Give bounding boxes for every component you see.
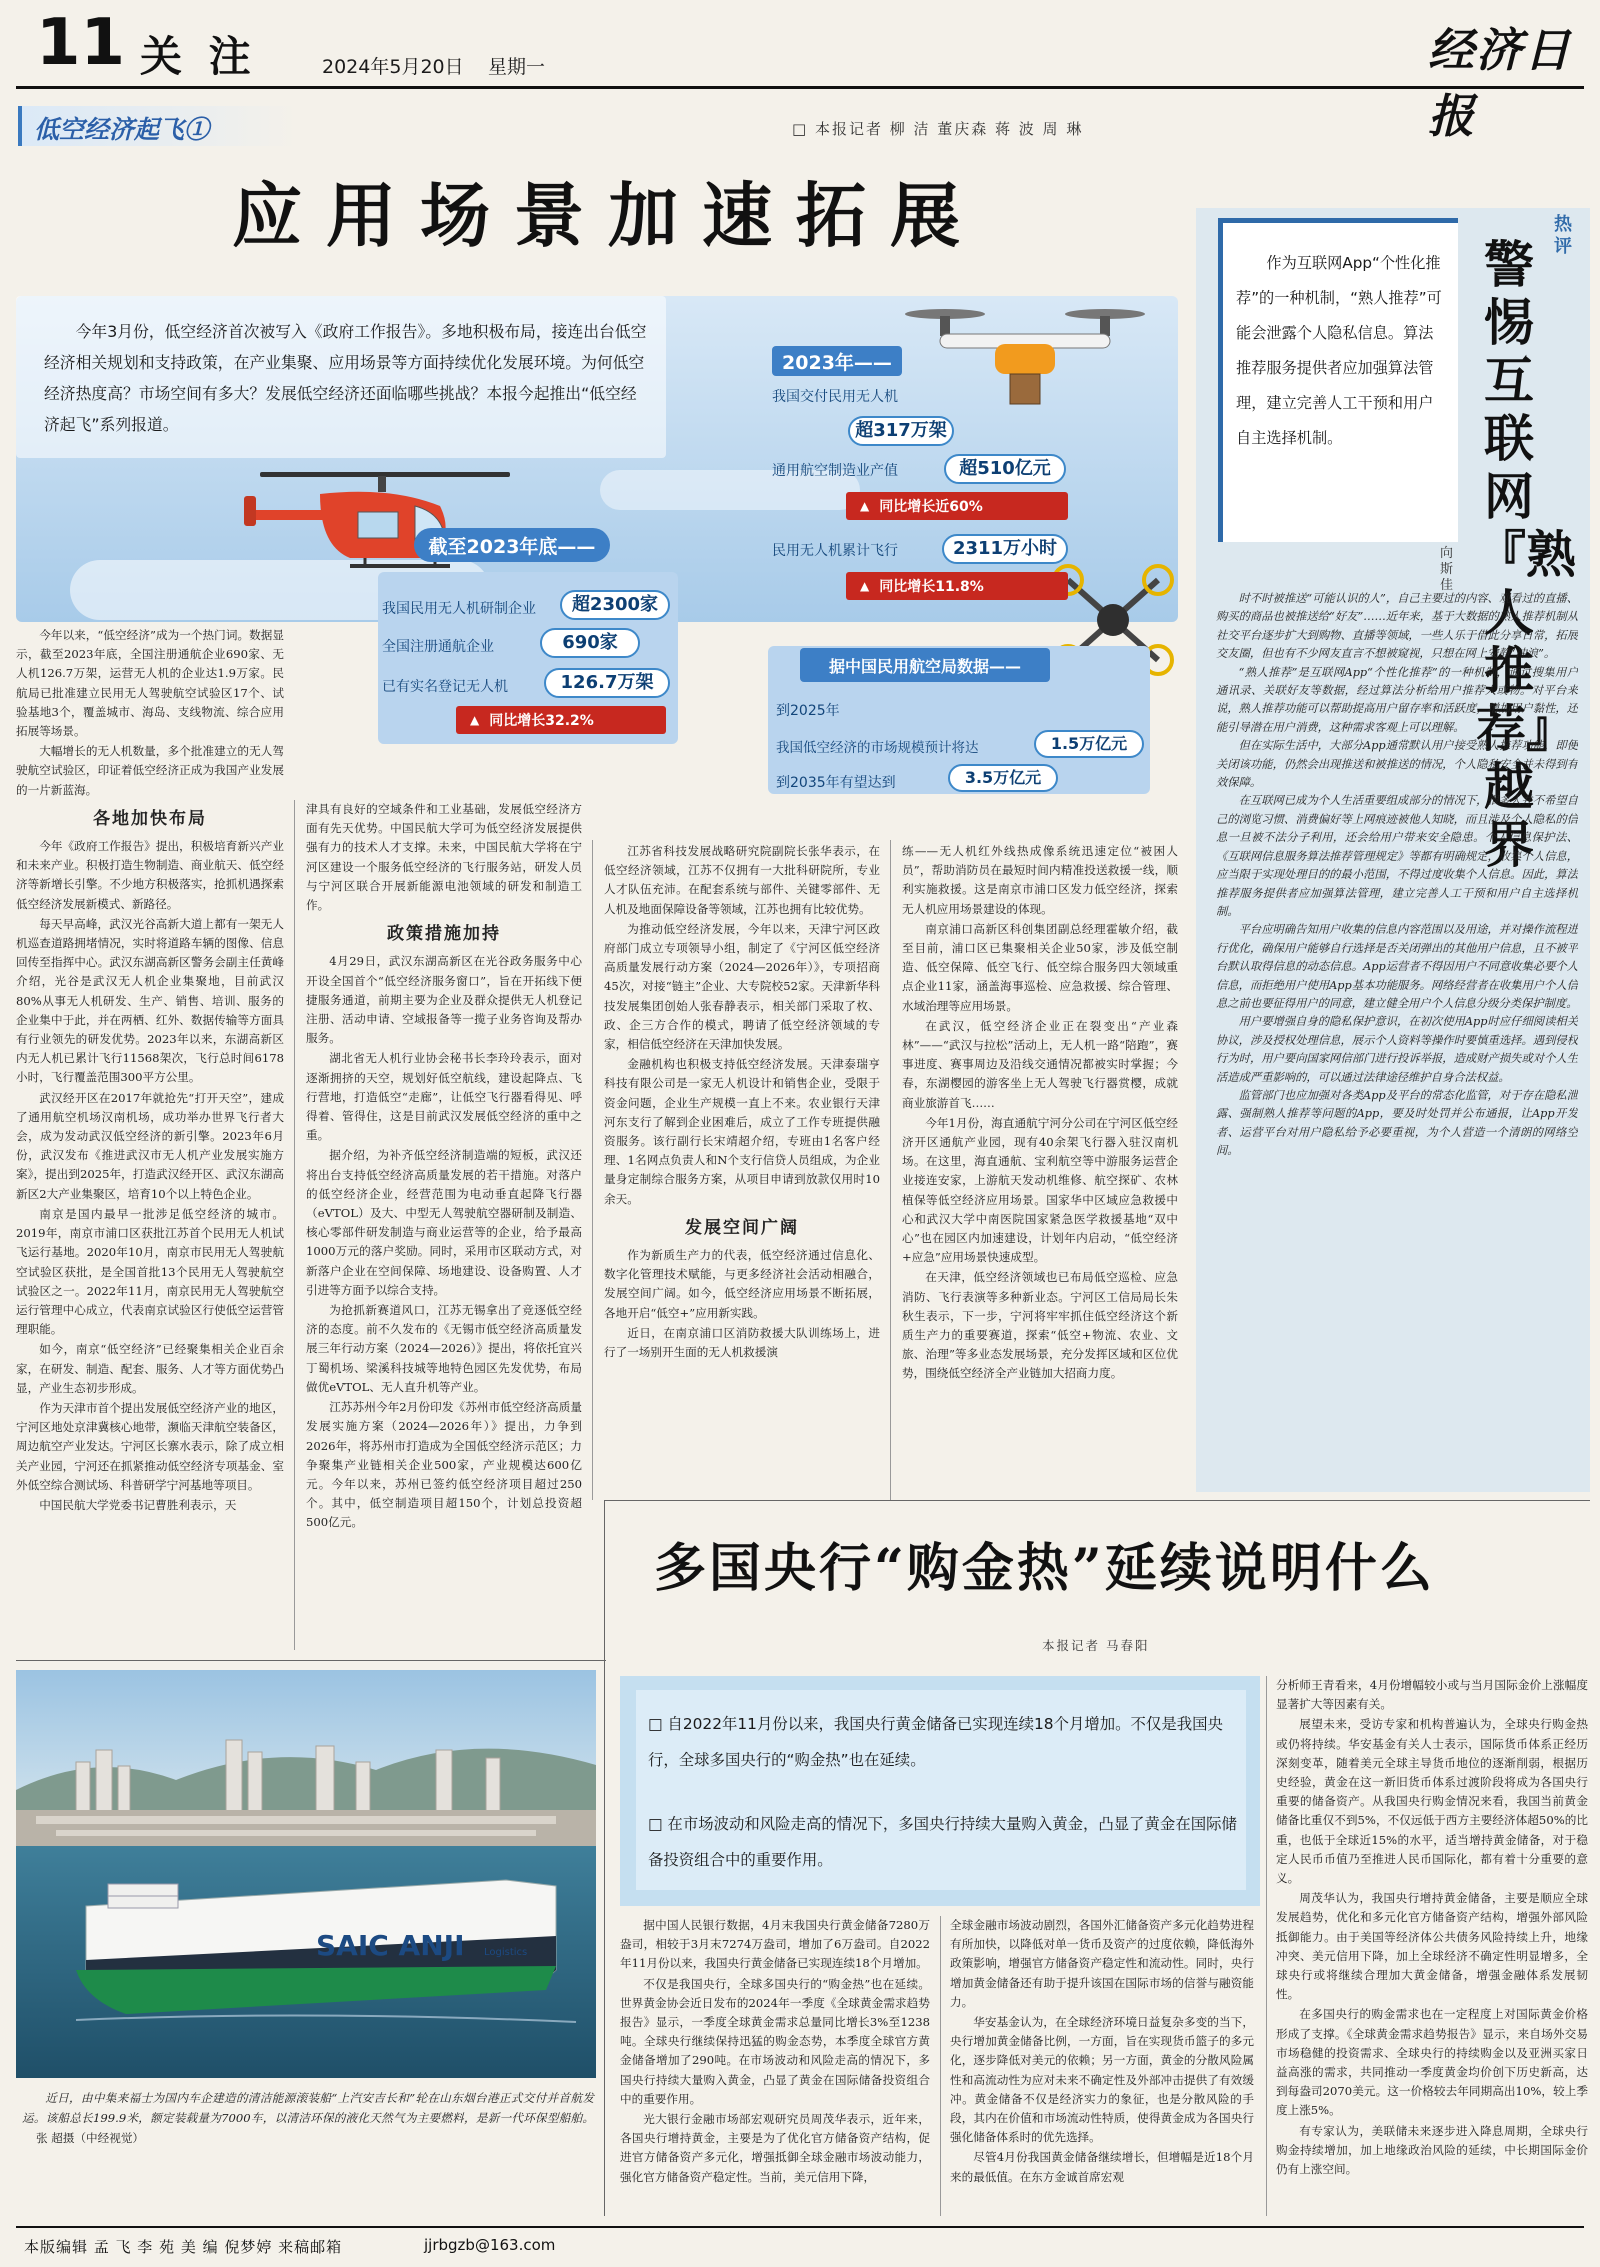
gold-column-3 (1276, 1676, 1588, 2216)
paragraph: 今年以来，“低空经济”成为一个热门词。数据显示，截至2023年底，全国注册通航企业690家、无人机126.7万架，运营无人机的企业达1.9万家。民航局已批准建立民用无人驾驶航空试验区17个、试验基地3个，覆盖城市、海岛、支线物流、综合应用拓展等场景。 (16, 628, 284, 739)
article-column-2 (306, 800, 582, 1650)
column-divider (1266, 1676, 1267, 2216)
paragraph: 江苏省科技发展战略研究院副院长张华表示，在低空经济领域，江苏不仅拥有一大批科研院所，专业人才队伍充沛。在配套系统与部件、关键零部件、无人机及地面保障设备等领域，江苏也拥有比较优势。 (604, 844, 880, 916)
paragraph: 湖北省无人机行业协会秘书长李玲玲表示，面对逐渐拥挤的天空，规划好低空航线，建设起降点、飞行营地，打造低空“走廊”，让低空飞行器看得见、呼得着、管得住，这是目前武汉发展低空经济的重中之重。 (306, 1051, 582, 1143)
commentary-summary: 作为互联网App“个性化推荐”的一种机制，“熟人推荐”可能会泄露个人隐私信息。算法推荐服务提供者应加强算法管理，建立完善人工干预和用户自主选择机制。 (1236, 254, 1442, 447)
paragraph: 今年1月份，海直通航宁河分公司在宁河区低空经济开区通航产业园，现有40余架飞行器入驻汉南机场。在这里，海直通航、宝利航空等中游服务运营企业接连安家，上游航天发动机维修、航空探矿、农林植保等低空经济应用场景。国家华中区域应急救援中心和武汉大学中南医院国家紧急医学救援基地“双中心”也在园区内加速建设，计划年内启动，“低空经济+应急”应用场景快速成型。 (902, 1115, 1178, 1265)
paragraph: 平台应明确告知用户收集的信息内容范围以及用途，并对操作流程进行优化，确保用户能够自行选择是否关闭弹出的其他用户信息，且不被平台默认取得信息的动态信息。App运营者不得因用户不同意收集必要个人信息，而拒绝用户使用App基本功能服务。网络经营者在收集用户个人信息之前也要征得用户的同意，建立健全用户个人信息分级分类保护制度。 (1216, 923, 1578, 1010)
paragraph: 大幅增长的无人机数量，多个批准建立的无人驾驶航空试验区，印证着低空经济正成为我国产业发展的一片新蓝海。 (16, 744, 284, 797)
section-rule (604, 1500, 1590, 1501)
paragraph: 但在实际生活中，大部分App通常默认用户接受熟人推荐功能，即便关闭该功能，仍然会出现推送和被推送的情况，个人隐私安全并未得到有效保障。 (1216, 739, 1578, 790)
page-number: 11 (36, 6, 126, 80)
subheading: 政策措施加持 (387, 924, 501, 945)
article-byline: □ 本报记者 柳 洁 董庆森 蒋 波 周 琳 (792, 120, 1084, 138)
paragraph: 作为天津市首个提出发展低空经济产业的地区，宁河区地处京津冀核心地带，濒临天津航空装备区，周边航空产业发达。宁河区长寨水表示，除了成立相关产业园，宁河还在抓紧推动低空经济专项基金、室外低空综合测试场、科普研学宁河基地等项目。 (16, 1400, 284, 1492)
ship-name-text: SAIC ANJI (316, 1929, 465, 1962)
section-title: 关 注 (140, 32, 257, 81)
paragraph: 武汉经开区在2017年就抢先“打开天空”，建成了通用航空机场汉南机场，成功举办世界飞行者大会，成为发动武汉低空经济的新引擎。2023年6月份，武汉发布《推进武汉市无人机产业发展实施方案》，提出到2025年，打造武汉经开区、武汉东湖高新区2大产业集聚区，培育10个以上特色企业。 (16, 1090, 284, 1201)
commentary-author: 向斯佳 (1440, 546, 1454, 593)
paragraph: 为抢抓新赛道风口，江苏无锡拿出了竞逐低空经济的态度。前不久发布的《无锡市低空经济高质量发展三年行动方案（2024—2026）》提出，将依托宜兴丁蜀机场、梁溪科技城等地特色园区先发优势，布局做优eVTOL、无人直升机等产业。 (306, 1303, 582, 1394)
paragraph: 南京是国内最早一批涉足低空经济的城市。2019年，南京市浦口区获批江苏首个民用无人机试飞运行基地。2020年10月，南京市民用无人驾驶航空试验区获批，是全国首批13个民用无人驾驶航空试验区之一。2022年11月，南京民用无人驾驶航空运行管理中心成立，代表南京试验区行使低空运营管理职能。 (16, 1206, 284, 1337)
column-divider (294, 800, 295, 1650)
column-divider (940, 1916, 941, 2216)
paragraph: 在武汉，低空经济企业正在裂变出“产业森林”——“武汉与拉松”活动上，无人机一路“陪跑”，赛事进度、赛事周边及沿线交通情况都被实时掌握；今春，东湖樱园的游客坐上无人驾驶飞行器赏樱，成就商业旅游首飞…… (902, 1018, 1178, 1110)
gold-lead-1: □ 自2022年11月份以来，我国央行黄金储备已实现连续18个月增加。不仅是我国央行，全球多国央行的“购金热”也在延续。 (648, 1715, 1223, 1769)
stat-label-aviation-output: 通用航空制造业产值 (772, 463, 898, 479)
footer-email: jjrbgzb@163.com (424, 2236, 556, 2254)
subheading: 发展空间广阔 (685, 1217, 799, 1238)
gold-column-1 (620, 1916, 930, 2216)
stat-value-drone-makers: 超2300家 (560, 590, 670, 620)
paragraph: 在多国央行的购金需求也在一定程度上对国际黄金价格形成了支撑。《全球黄金需求趋势报告》显示，来自场外交易市场稳健的投资需求、全球央行的持续购金以及亚洲买家日益高涨的需求，共同推动一季度黄金均价创下历史新高，达到每盎司2070美元。这一价格较去年同期高出10%，较上季度上涨5%。 (1276, 2007, 1588, 2118)
stat-label-market-size: 我国低空经济的市场规模预计将达 (776, 740, 979, 756)
stat-value-flight-hours: 2311万小时 (942, 534, 1068, 564)
column-divider (890, 840, 891, 1500)
gold-column-2 (950, 1916, 1254, 2216)
paper-name-logo: 经济日报 (1428, 23, 1572, 143)
paragraph: 南京浦口高新区科创集团副总经理霍敏介绍，截至目前，浦口区已集聚相关企业50家，涉及低空制造、低空保障、低空飞行、低空综合服务四大领域重点企业11家，涵盖海事巡检、应急救援、综合管理、水域治理等应用场景。 (902, 921, 1178, 1013)
paragraph: 今年《政府工作报告》提出，积极培育新兴产业和未来产业。积极打造生物制造、商业航天、低空经济等新增长引擎。不少地方积极落实，抢抓机遇探索低空经济发展新模式、新路径。 (16, 839, 284, 911)
section-rule (16, 1660, 606, 1661)
paragraph: 江苏苏州今年2月份印发《苏州市低空经济高质量发展实施方案（2024—2026年）》提出，力争到2026年，将苏州市打造成为全国低空经济示范区；力争聚集产业链相关企业500家，产业规模达600亿元。今年以来，苏州已签约低空经济项目超过250个。其中，低空制造项目超150个，计划总投资超500亿元。 (306, 1400, 582, 1530)
paragraph: “熟人推荐”是互联网App“个性化推荐”的一种机制，通过搜集用户通讯录、关联好友等数据，经过算法分析给用户推荐人或物。对平台来说，熟人推荐功能可以帮助提高用户留存率和活跃度，增加用户黏性，还能引导潜在用户消费，这种需求客观上可以理解。 (1216, 665, 1578, 734)
growth-flight-hours: ▲ 同比增长11.8% (846, 572, 1068, 600)
paragraph: 练——无人机红外线热成像系统迅速定位“被困人员”，帮助消防员在最短时间内精准投送救援一线，顺利实施救援。这是南京市浦口区发力低空经济，探索无人机应用场景建设的体现。 (902, 844, 1178, 916)
paragraph: 周茂华认为，我国央行增持黄金储备，主要是顺应全球发展趋势，优化和多元化官方储备资产结构，增强外部风险抵御能力。由于美国等经济体公共债务风险持续上升，地缘冲突、美元信用下降，加上全球经济不确定性明显增多，全球央行或将继续合理加大黄金储备，增强金融体系发展韧性。 (1276, 1891, 1588, 2002)
commentary-tag: 热评 (1554, 214, 1572, 257)
paragraph: 为推动低空经济发展，今年以来，天津宁河区政府部门成立专项领导小组，制定了《宁河区低空经济高质量发展行动方案（2024—2026年）》，专项招商45次，对接“链主”企业、大专院校52家。天津新华科技发展集团创始人张春静表示，相关部门采取了枚、政、企三方合作的模式，聘请了低空经济领域的专家，相信低空经济在天津加快发展。 (604, 921, 880, 1052)
main-headline: 应用场景加速拓展 (232, 175, 984, 257)
article-column-4 (902, 842, 1178, 1492)
growth-aviation-output: ▲ 同比增长近60% (846, 492, 1068, 520)
stat-label-aviation-firms: 全国注册通航企业 (382, 639, 494, 655)
weekday: 星期一 (488, 56, 546, 78)
gold-byline: 本报记者 马春阳 (1042, 1638, 1150, 1653)
gold-lead-2: □ 在市场波动和风险走高的情况下，多国央行持续大量购入黄金，凸显了黄金在国际储备投资组合中的重要作用。 (648, 1815, 1237, 1869)
paragraph: 据中国人民银行数据，4月末我国央行黄金储备7280万盎司，相较于3月末7274万盎司，增加了6万盎司。自2022年11月份以来，我国央行黄金储备已实现连续18个月增加。 (620, 1918, 930, 1971)
paragraph: 津具有良好的空域条件和工业基础，发展低空经济方面有先天优势。中国民航大学可为低空经济发展提供强有力的技术人才支撑。未来，中国民航大学将在宁河区建设一个服务低空经济的飞行服务站，研发人员与宁河区联合开展新能源电池领域的研发和制造工作。 (306, 802, 582, 913)
block-title-end-2023: 截至2023年底—— (414, 528, 610, 562)
gold-headline: 多国央行“购金热”延续说明什么 (654, 1538, 1435, 1599)
stat-label-registered-drones: 已有实名登记无人机 (382, 679, 508, 695)
paragraph: 每天早高峰，武汉光谷高新大道上都有一架无人机巡查道路拥堵情况，实时将道路车辆的图像、信息回传至指挥中心。武汉东湖高新区警务会副主任黄峰介绍，光谷是武汉无人机企业集聚地，目前武汉80%从事无人机研发、生产、销售、培训、服务的企业集中于此，并在两栖、红外、数据传输等方面具有行业领先的研发优势。2023年以来，东湖高新区内无人机已累计飞行11568架次，飞行总时间6178小时，飞行覆盖范围300平方公里。 (16, 916, 284, 1085)
paragraph: 在天津，低空经济领域也已布局低空巡检、应急消防、飞行表演等多种新业态。宁河区工信局局长朱秋生表示，下一步，宁河将牢牢抓住低空经济这个新质生产力的重要赛道，探索“低空+物流、农业、文旅、治理”等多业态发展场景，充分发挥区域和区位优势，围绕低空经济全产业链加大招商力度。 (902, 1270, 1178, 1381)
footer-rule (16, 2226, 1584, 2228)
ship-photo (16, 1670, 596, 2078)
paragraph: 展望未来，受访专家和机构普遍认为，全球央行购金热或仍将持续。华安基金有关人士表示，国际货币体系正经历深刻变革，随着美元全球主导货币地位的逐渐削弱，根据历史经验，黄金在这一新旧货币体系过渡阶段将成为各国央行重要的储备资产。从我国央行购金情况来看，我国当前黄金储备比重仅不到5%，不仅远低于西方主要经济体超50%的比重，也低于全球近15%的水平，适当增持黄金储备，对于稳定人民币币值乃至推进人民币国际化，都有着十分重要的意义。 (1276, 1717, 1588, 1886)
growth-registered-drones: ▲ 同比增长32.2% (456, 706, 666, 734)
stat-label-flight-hours: 民用无人机累计飞行 (772, 543, 898, 559)
paragraph: 有专家认为，美联储未来逐步进入降息周期，全球央行购金持续增加，加上地缘政治风险的延续，中长期国际金价仍有上涨空间。 (1276, 2123, 1588, 2177)
paragraph: 分析师王青看来，4月份增幅较小或与当月国际金价上涨幅度显著扩大等因素有关。 (1276, 1678, 1588, 1712)
photo-caption (22, 2088, 594, 2148)
paragraph: 作为新质生产力的代表，低空经济通过信息化、数字化管理技术赋能，与更多经济社会活动相融合，发展空间广阔。如今，低空经济应用场景不断拓展，各地开启“低空+”应用新实践。 (604, 1248, 880, 1320)
stat-value-market-2035: 3.5万亿元 (948, 764, 1058, 792)
subheading: 各地加快布局 (93, 808, 207, 829)
ship-sub-text: Logistics (484, 1947, 528, 1958)
drone-illustration (900, 300, 1150, 420)
intro-text: 今年3月份，低空经济首次被写入《政府工作报告》。多地积极布局，接连出台低空经济相关规划和支持政策，在产业集聚、应用场景等方面持续优化发展环境。为何低空经济热度高？市场空间有多大？发展低空经济还面临哪些挑战？本报今起推出“低空经济起飞”系列报道。 (44, 322, 647, 434)
paragraph: 金融机构也积极支持低空经济发展。天津泰瑞亨科技有限公司是一家无人机设计和销售企业，受限于资金问题，企业生产规模一直上不来。农业银行天津河东支行了解到企业困难后，成立了工作专班提供融资服务。该行副行长宋靖超介绍，专班由1名客户经理、1名网点负责人和N个支行信贷人员组成，为企业量身定制综合服务方案，从项目申请到放款仅用时10余天。 (604, 1057, 880, 1206)
paragraph: 4月29日，武汉东湖高新区在光谷政务服务中心开设全国首个“低空经济服务窗口”，旨在开拓线下便捷服务通道，前期主要为企业及群众提供无人机登记注册、活动申请、空域报备等一揽子业务咨询及帮办服务。 (306, 954, 582, 1046)
column-divider (592, 840, 593, 1500)
block-title-2023: 2023年—— (772, 346, 902, 376)
photo-credit: 张 超摄（中经视觉） (36, 2131, 145, 2145)
paragraph: 用户要增强自身的隐私保护意识，在初次使用App时应仔细阅读相关协议，涉及授权处理信息，展示个人资料等操作时要慎重选择。遇到侵权行为时，用户要向国家网信部门进行投诉举报，造成财产损失或对个人生活造成严重影响的，可以通过法律途径维护自身合法权益。 (1216, 1015, 1578, 1084)
masthead-rule (16, 86, 1584, 89)
paragraph: 不仅是我国央行，全球多国央行的“购金热”也在延续。世界黄金协会近日发布的2024年一季度《全球黄金需求趋势报告》显示，一季度全球黄金需求总量同比增长3%至1238吨。全球央行继续保持迅猛的购金态势，本季度全球官方黄金储备增加了290吨。在市场波动和风险走高的情况下，多国央行持续大量购入黄金，凸显了黄金在国际储备投资组合中的重要作用。 (620, 1976, 930, 2106)
block-title-caac: 据中国民用航空局数据—— (800, 648, 1050, 682)
stat-label-by-2025: 到2025年 (776, 703, 840, 719)
series-label (18, 106, 298, 146)
paragraph: 时不时被推送“可能认识的人”，自己主要过的内容、观看过的直播、购买的商品也被推送给“好友”……近年来，基于大数据的熟人推荐机制从社交平台逐步扩大到购物、直播等领域，一些人乐于借此分享日常，拓展交友圈，但也有不少网友直言不想被窥视，只想在网上安静“冲浪”。 (1216, 592, 1578, 661)
series-label-text: 低空经济起飞① (34, 115, 210, 144)
stat-label-drone-makers: 我国民用无人机研制企业 (382, 601, 536, 617)
paragraph: 尽管4月份我国黄金储备继续增长，但增幅是近18个月来的最低值。在东方金诚首席宏观 (950, 2150, 1254, 2184)
paragraph: 据介绍，为补齐低空经济制造端的短板，武汉还将出台支持低空经济高质量发展的若干措施。对落户的低空经济企业，经营范围为电动垂直起降飞行器（eVTOL）及大、中型无人驾驶航空器研制及制造、核心零部件研发制造与商业运营等的企业，给予最高1000万元的落户奖励。同时，采用市区联动方式，对新落户企业在空间保障、场地建设、设备购置、人才引进等方面予以综合支持。 (306, 1148, 582, 1297)
paragraph: 华安基金认为，在全球经济环境日益复杂多变的当下，央行增加黄金储备比例，一方面，旨在实现货币篮子的多元化，逐步降低对美元的依赖；另一方面，黄金的分散风险属性和高流动性为应对未来不确定性及外部冲击提供了有效缓冲。黄金储备不仅是经济实力的象征，也是分散风险的手段，其内在价值和市场流动性特质，使得黄金成为各国央行强化储备体系时的优先选择。 (950, 2015, 1254, 2145)
stat-label-drones-delivered: 我国交付民用无人机 (772, 389, 898, 405)
stat-value-aviation-output: 超510亿元 (944, 454, 1066, 484)
stat-value-registered-drones: 126.7万架 (544, 668, 670, 698)
commentary-body (1216, 590, 1578, 1486)
paragraph: 如今，南京“低空经济”已经聚集相关企业百余家，在研发、制造、配套、服务、人才等方面优势凸显，产业生态初步形成。 (16, 1342, 284, 1395)
footer-editors: 本版编辑 孟 飞 李 苑 美 编 倪梦婷 来稿邮箱 (24, 2238, 343, 2256)
article-column-3 (604, 842, 880, 1492)
photo-caption-text: 近日，由中集来福士为国内车企建造的清洁能源滚装船“上汽安吉长和”轮在山东烟台港正式交付并首航发运。该船总长199.9米，额定装载量为7000车，以清洁环保的液化天然气为主要燃料，是新一代环保型船舶。 (22, 2091, 594, 2125)
issue-date: 2024年5月20日 (322, 56, 464, 78)
paragraph: 光大银行金融市场部宏观研究员周茂华表示，近年来，各国央行增持黄金，主要是为了优化官方储备资产结构，促进官方储备资产多元化，增强抵御全球金融市场波动能力，强化官方储备资产稳定性。当前，美元信用下降， (620, 2112, 930, 2184)
paragraph: 近日，在南京浦口区消防救援大队训练场上，进行了一场别开生面的无人机救援演 (604, 1325, 880, 1360)
commentary-headline: 警惕互联网『熟人推荐』越界 (1476, 236, 1576, 874)
stat-value-drones-delivered: 超317万架 (848, 416, 954, 446)
paragraph: 中国民航大学党委书记曹胜利表示，天 (39, 1497, 237, 1512)
stat-value-market-2025: 1.5万亿元 (1034, 730, 1144, 758)
section-divider (604, 1500, 605, 2216)
paragraph: 在互联网已成为个人生活重要组成部分的情况下，很多人并不希望自己的浏览习惯、消费偏好等上网痕迹被他人知晓，而且涉及个人隐私的信息一旦被不法分子利用，还会给用户带来安全隐患。个人信息保护法、《互联网信息服务算法推荐管理规定》等都有明确规定，收集个人信息，应当限于实现处理目的的最小范围，不得过度收集个人信息。因此，算法推荐服务提供者应加强算法管理，建立完善人工干预和用户自主选择机制。 (1216, 794, 1578, 918)
paragraph: 全球金融市场波动剧烈，各国外汇储备资产多元化趋势进程有所加快，以降低对单一货币及资产的过度依赖，降低海外政策影响，增强官方储备资产稳定性和流动性。同时，央行增加黄金储备还有助于提升该国在国际市场的信誉与融资能力。 (950, 1918, 1254, 2009)
stat-label-by-2035: 到2035年有望达到 (776, 775, 896, 791)
paragraph: 监管部门也应加强对各类App及平台的常态化监管，对于存在隐私泄露、强制熟人推荐等问题的App，要及时处罚并公布通报，让App开发者、运营平台对用户隐私给予必要重视，为个人营造一个清朗的网络空间。 (1216, 1088, 1578, 1158)
article-column-1 (16, 626, 284, 1650)
stat-value-aviation-firms: 690家 (540, 628, 640, 658)
